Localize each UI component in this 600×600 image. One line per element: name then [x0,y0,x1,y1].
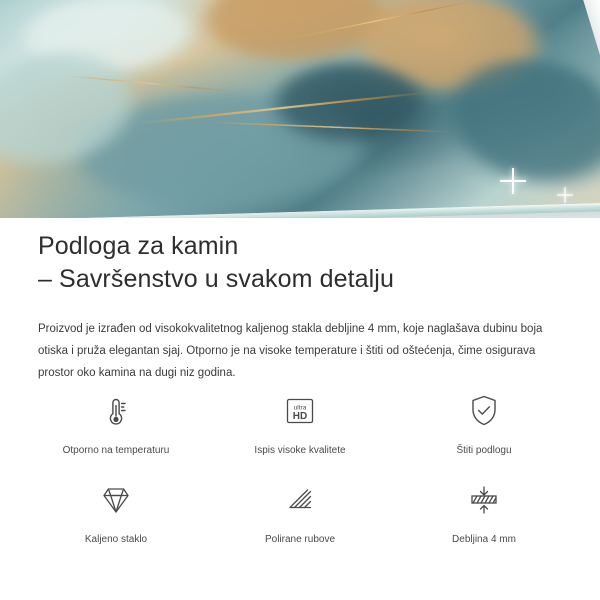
shield-check-icon [461,388,507,434]
feature-label: Debljina 4 mm [452,534,516,545]
feature-item-polished-edges [208,477,392,546]
feature-label: Štiti podlogu [456,445,512,456]
feature-label: Ispis visoke kvalitete [254,445,346,456]
feature-item-tempered-glass [24,477,208,546]
polished-edges-icon [277,477,323,523]
headline-line-2: – Savršenstvo u svakom detalju [38,265,394,293]
thickness-icon [461,477,507,523]
svg-text:ultra: ultra [293,404,307,412]
thermometer-icon [93,388,139,434]
feature-item-temperature [24,388,208,457]
description-paragraph: Proizvod je izrađen od visokokvalitetnog kaljenog stakla debljine 4 mm, koje naglašava dubinu boja otiska i pruža elegantan sjaj. Otporno je na visoke temperature i štiti od oštećenja, čime osigurava prostor oko kamina na dugi niz godina. [38,323,543,379]
page-title [38,230,562,296]
hero-image [0,0,600,218]
diamond-icon [93,477,139,523]
svg-text:HD: HD [292,411,308,422]
feature-item-protects-surface [392,388,576,457]
feature-grid [0,388,600,546]
feature-label: Otporno na temperaturu [62,445,170,456]
feature-item-print-quality [208,388,392,457]
feature-label: Kaljeno staklo [84,534,148,545]
ultra-hd-icon [277,388,323,434]
headline-line-1: Podloga za kamin [38,232,239,260]
feature-item-thickness [392,477,576,546]
glass-panel-artwork [0,0,600,218]
feature-label: Polirane rubove [264,534,336,545]
text-content [0,218,600,384]
